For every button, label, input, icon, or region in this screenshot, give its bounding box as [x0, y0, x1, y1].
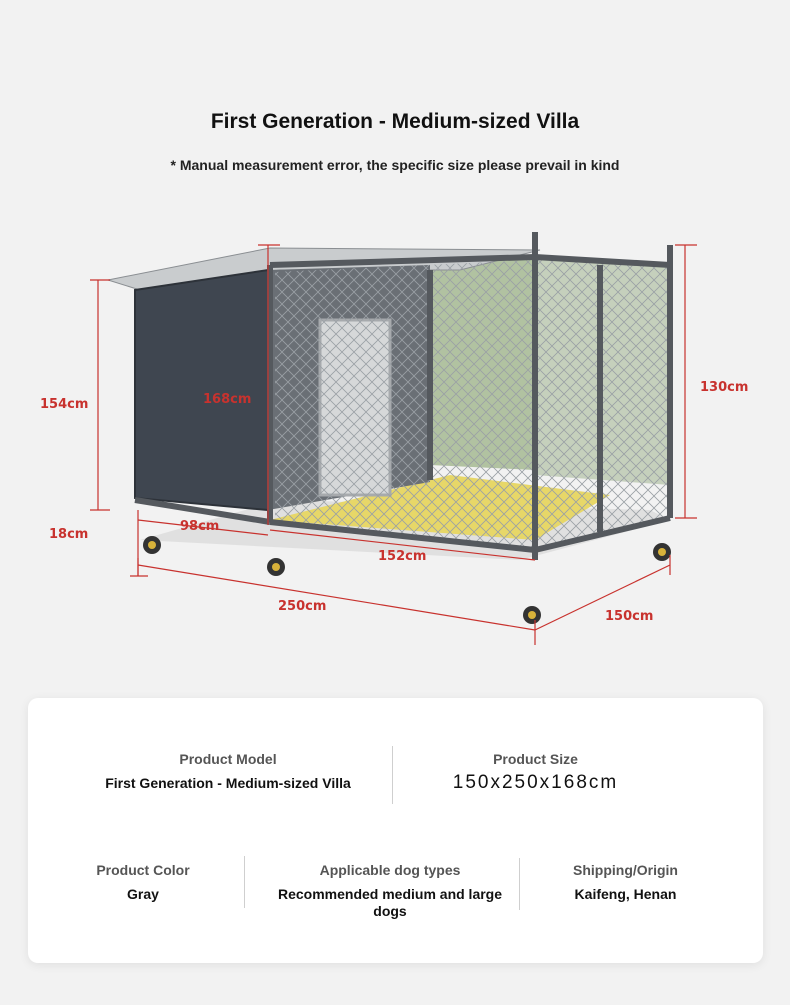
dim-roof-height: 154cm [40, 397, 89, 412]
spec-color [48, 861, 238, 903]
spec-size-label: Product Size [493, 751, 578, 767]
house-side-wall [135, 270, 268, 510]
dim-total-height: 168cm [203, 392, 252, 407]
cage-mesh-front [275, 260, 535, 550]
dim-cage-height: 130cm [700, 380, 749, 395]
spec-divider [392, 746, 393, 804]
spec-dog-types-value: Recommended medium and large dogs [277, 886, 503, 919]
spec-origin-label: Shipping/Origin [573, 862, 678, 878]
dim-house-length: 98cm [180, 519, 220, 534]
dim-cage-length: 152cm [378, 549, 427, 564]
spec-color-value: Gray [127, 886, 159, 902]
spec-size [413, 750, 658, 791]
spec-divider [244, 856, 245, 908]
spec-dog-types [260, 861, 520, 920]
spec-origin [528, 861, 723, 903]
spec-card [28, 698, 763, 963]
spec-color-label: Product Color [96, 862, 190, 878]
spec-model [58, 750, 398, 792]
spec-origin-value: Kaifeng, Henan [574, 886, 677, 902]
dim-total-length: 250cm [278, 599, 327, 614]
spec-dog-types-label: Applicable dog types [319, 862, 461, 878]
spec-size-value: 150x250x168cm [452, 772, 619, 793]
page-title: First Generation - Medium-sized Villa [210, 110, 580, 133]
dim-wheel-height: 18cm [49, 527, 89, 542]
spec-model-value: First Generation - Medium-sized Villa [105, 775, 351, 791]
spec-model-label: Product Model [179, 751, 277, 767]
product-figure [30, 220, 760, 650]
spec-divider [519, 858, 520, 910]
measurement-note: * Manual measurement error, the specific size please prevail in kind [170, 157, 620, 173]
dim-depth: 150cm [605, 609, 654, 624]
